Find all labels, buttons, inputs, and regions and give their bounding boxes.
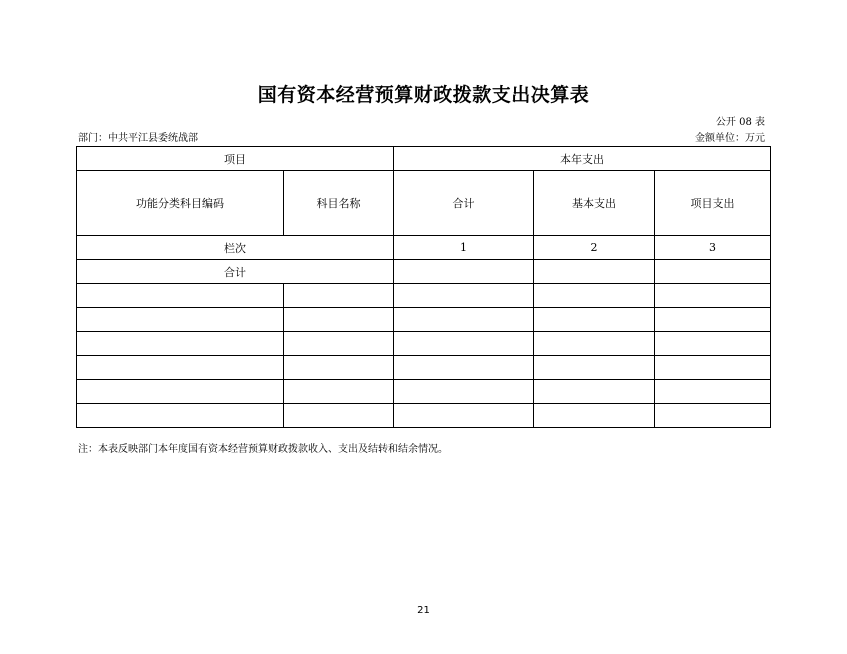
- amount-unit-label: 金额单位：万元: [695, 133, 765, 144]
- table-cell: [77, 284, 284, 308]
- table-cell: [534, 332, 655, 356]
- table-cell: [534, 404, 655, 428]
- header-basic-expenditure: 基本支出: [534, 171, 655, 236]
- table-cell: [655, 308, 771, 332]
- index-row-label: 栏次: [77, 236, 394, 260]
- table-cell: [534, 380, 655, 404]
- table-cell: [655, 284, 771, 308]
- table-row: [77, 284, 771, 308]
- header-items: 项目: [77, 147, 394, 171]
- table-cell: [77, 308, 284, 332]
- table-cell: [77, 332, 284, 356]
- table-cell: [394, 284, 534, 308]
- table-row: [77, 308, 771, 332]
- table-total-row: [77, 260, 771, 284]
- header-current-year-expenditure: 本年支出: [394, 147, 771, 171]
- table-cell: [534, 284, 655, 308]
- table-cell: [77, 356, 284, 380]
- table-row: [77, 404, 771, 428]
- table-cell: [284, 380, 394, 404]
- table-cell: [284, 284, 394, 308]
- header-total: 合计: [394, 171, 534, 236]
- page-number: 21: [417, 605, 430, 616]
- header-subject-name: 科目名称: [284, 171, 394, 236]
- index-total: 1: [394, 236, 534, 260]
- table-header-row-2: [77, 171, 771, 236]
- basic-value-cell: [534, 260, 655, 284]
- header-function-code: 功能分类科目编码: [77, 171, 284, 236]
- table-cell: [394, 308, 534, 332]
- expenditure-table: [76, 146, 771, 428]
- table-cell: [284, 404, 394, 428]
- document-title: 国有资本经营预算财政拨款支出决算表: [257, 84, 590, 106]
- table-cell: [534, 308, 655, 332]
- table-row: [77, 356, 771, 380]
- table-cell: [77, 404, 284, 428]
- table-cell: [655, 404, 771, 428]
- table-cell: [284, 356, 394, 380]
- table-cell: [77, 380, 284, 404]
- table-cell: [394, 380, 534, 404]
- project-value-cell: [655, 260, 771, 284]
- form-number: 公开 08 表: [715, 117, 765, 128]
- table-cell: [534, 356, 655, 380]
- table-note: 注：本表反映部门本年度国有资本经营预算财政拨款收入、支出及结转和结余情况。: [78, 444, 448, 455]
- header-project-expenditure: 项目支出: [655, 171, 771, 236]
- table-cell: [394, 332, 534, 356]
- total-value-cell: [394, 260, 534, 284]
- table-cell: [655, 380, 771, 404]
- total-row-label: 合计: [77, 260, 394, 284]
- department-label: 部门：中共平江县委统战部: [78, 133, 198, 144]
- table-row: [77, 332, 771, 356]
- table-cell: [655, 356, 771, 380]
- table-cell: [394, 404, 534, 428]
- table-index-row: [77, 236, 771, 260]
- table-row: [77, 380, 771, 404]
- index-project: 3: [655, 236, 771, 260]
- table-cell: [284, 332, 394, 356]
- table-cell: [655, 332, 771, 356]
- table-cell: [284, 308, 394, 332]
- table-header-row-1: [77, 147, 771, 171]
- index-basic: 2: [534, 236, 655, 260]
- table-cell: [394, 356, 534, 380]
